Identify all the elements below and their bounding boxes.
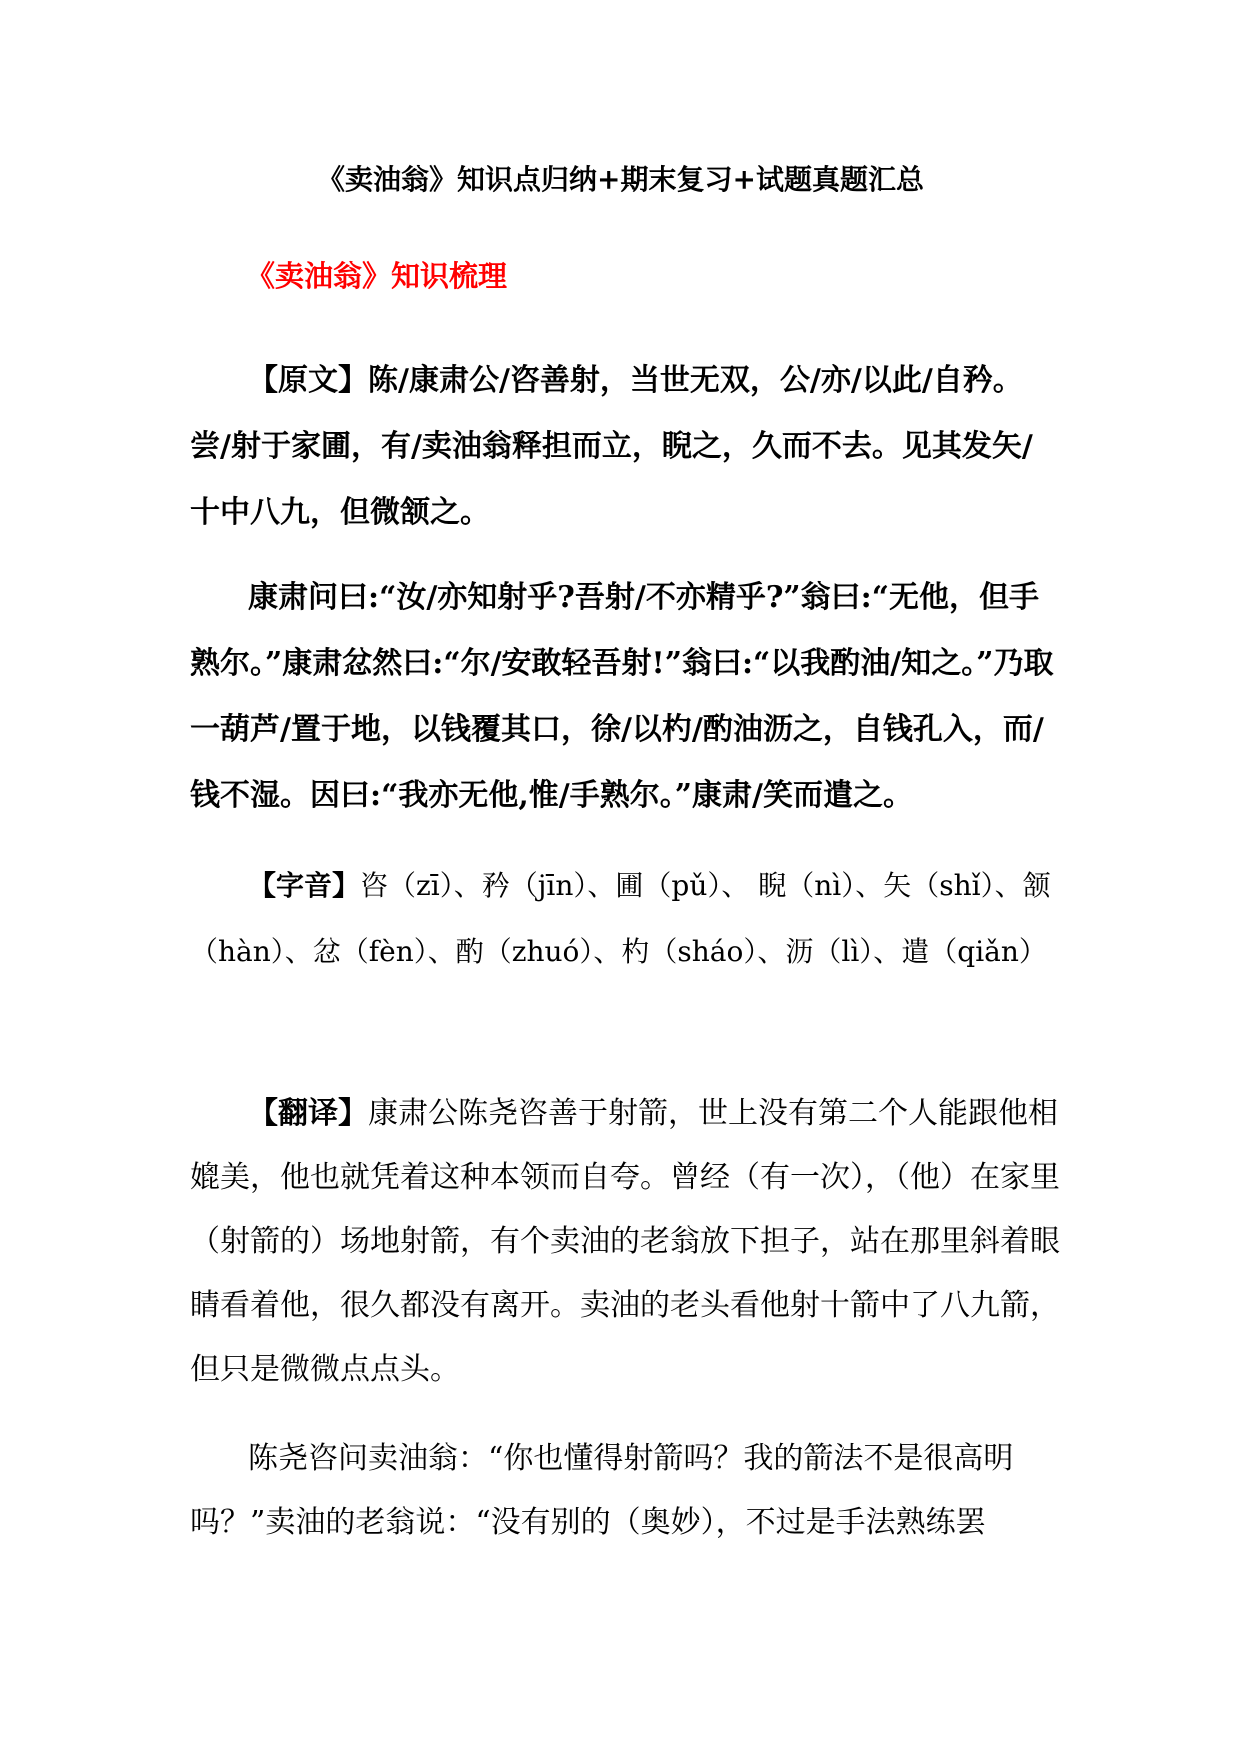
dialogue-paragraph [190,565,1060,829]
translation-paragraph [190,1082,1060,1402]
original-text-paragraph [190,348,1060,546]
translation-text-body-2: 陈尧咨问卖油翁：“你也懂得射箭吗？我的箭法不是很高明吗？”卖油的老翁说：“没有别的（奥妙），不过是手法熟练罢 [190,1441,1014,1540]
translation-text-body: 康肃公陈尧咨善于射箭，世上没有第二个人能跟他相媲美，他也就凭着这种本领而自夸。曾经（有一次），（他）在家里（射箭的）场地射箭，有个卖油的老翁放下担子，站在那里斜着眼睛看着他，很久都没有离开。卖油的老头看他射十箭中了八九箭，但只是微微点点头。 [190,1096,1060,1387]
document-title: 《卖油翁》知识点归纳+期末复习+试题真题汇总 [317,163,924,196]
original-text-body: 陈/康肃公/咨善射，当世无双，公/亦/以此/自矜。尝/射于家圃，有/卖油翁释担而立，睨之，久而不去。见其发矢/十中八九，但微颔之。 [190,363,1033,530]
pronunciation-tag: 【字音】 [248,869,361,902]
translation-paragraph-2 [190,1427,1060,1555]
pronunciation-paragraph [190,853,1060,985]
original-text-tag: 【原文】 [248,363,368,398]
dialogue-text-body: 康肃问曰:“汝/亦知射乎?吾射/不亦精乎?”翁曰:“无他，但手熟尔。”康肃忿然曰:“尔/安敢轻吾射!”翁曰:“以我酌油/知之。”乃取一葫芦/置于地，以钱覆其口，徐/以杓/酌油沥之，自钱孔入，而/钱不湿。因曰:“我亦无他,惟/手熟尔。”康肃/笑而遣之。 [190,580,1054,813]
translation-tag: 【翻译】 [248,1096,368,1131]
section-heading: 《卖油翁》知识梳理 [246,259,508,293]
pronunciation-text-body: 咨（zī）、矜（jīn）、圃（pǔ）、 睨（nì）、矢（shǐ）、颔（hàn）、忿（fèn）、酌（zhuó）、杓（sháo）、沥（lì）、遣（qiǎn） [190,869,1051,968]
